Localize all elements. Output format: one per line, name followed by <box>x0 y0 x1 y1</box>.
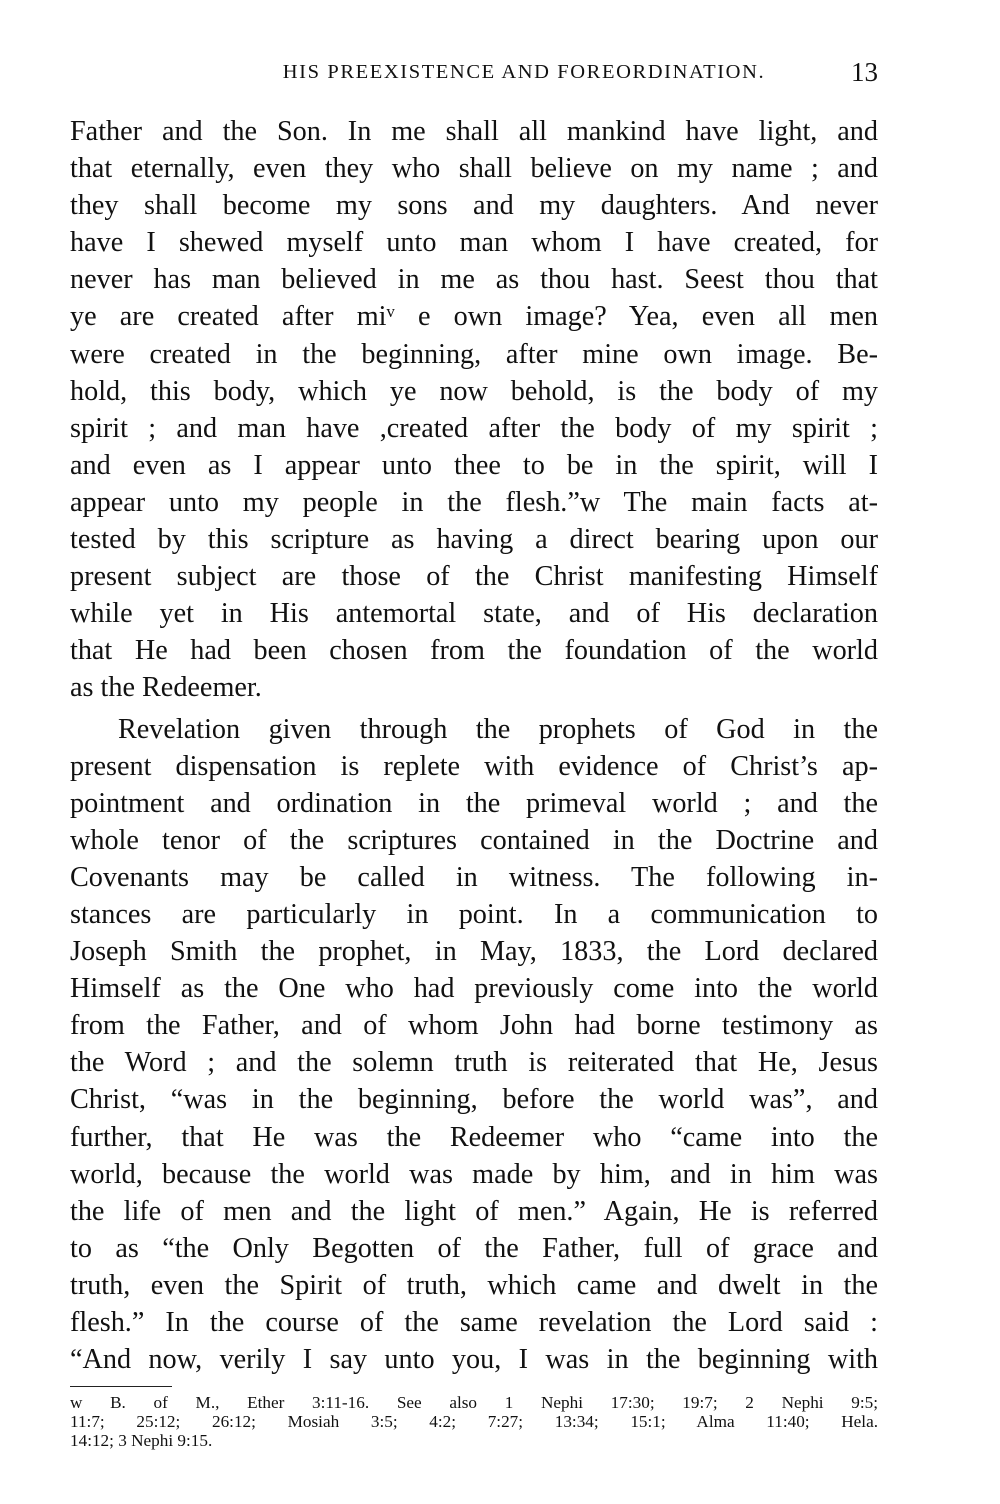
text-line: spirit ; and man have ,created after the body of my spirit ; <box>70 412 878 444</box>
text-line: from the Father, and of whom John had borne testimony as <box>70 1010 878 1042</box>
text-line: further, that He was the Redeemer who “came into the <box>70 1121 878 1153</box>
text-line: the Word ; and the solemn truth is reiterated that He, Jesus <box>70 1047 878 1079</box>
text-line: were created in the beginning, after mine own image. Be- <box>70 338 878 370</box>
text-line: to as “the Only Begotten of the Father, full of grace and <box>70 1232 878 1264</box>
text-line: as the Redeemer. <box>70 672 262 704</box>
text-line: and even as I appear unto thee to be in the spirit, will I <box>70 449 878 481</box>
footnotes <box>70 1393 878 1450</box>
footnote-rule <box>70 1386 172 1387</box>
running-head <box>70 56 878 88</box>
text-line: present subject are those of the Christ manifesting Himself <box>70 561 878 593</box>
text-line: whole tenor of the scriptures contained in the Doctrine and <box>70 824 878 856</box>
running-title: HIS PREEXISTENCE AND FOREORDINATION. <box>282 61 766 83</box>
text-line: Christ, “was in the beginning, before the world was”, and <box>70 1084 878 1116</box>
text-line: stances are particularly in point. In a communication to <box>70 898 878 930</box>
paragraph-1 <box>70 113 878 707</box>
text-line: that eternally, even they who shall believe on my name ; and <box>70 153 878 185</box>
text-line: appear unto my people in the flesh.”w The main facts at- <box>70 486 878 518</box>
paragraph-2 <box>70 711 878 1379</box>
text-line: while yet in His antemortal state, and of His declaration <box>70 598 878 630</box>
text-line: never has man believed in me as thou hast. Seest thou that <box>70 264 878 296</box>
text-line: have I shewed myself unto man whom I have created, for <box>70 227 878 259</box>
text-line: pointment and ordination in the primeval world ; and the <box>70 787 878 819</box>
text-line: Joseph Smith the prophet, in May, 1833, the Lord declared <box>70 936 878 968</box>
footnote-line: w B. of M., Ether 3:11-16. See also 1 Nephi 17:30; 19:7; 2 Nephi 9:5; <box>70 1393 878 1412</box>
text-line: truth, even the Spirit of truth, which came and dwelt in the <box>70 1269 878 1301</box>
text-line: present dispensation is replete with evidence of Christ’s ap- <box>70 750 878 782</box>
footnote-line: 14:12; 3 Nephi 9:15. <box>70 1431 213 1450</box>
text-line: tested by this scripture as having a direct bearing upon our <box>70 524 878 556</box>
text-line: Covenants may be called in witness. The following in- <box>70 861 878 893</box>
text-line: “And now, verily I say unto you, I was in the beginning with <box>70 1344 878 1376</box>
text-line: flesh.” In the course of the same revelation the Lord said : <box>70 1307 878 1338</box>
text-line: Father and the Son. In me shall all mankind have light, and <box>70 116 878 147</box>
page-number: 13 <box>851 57 878 87</box>
body-text <box>70 113 878 1378</box>
text-line: world, because the world was made by him, and in him was <box>70 1158 878 1190</box>
text-line: they shall become my sons and my daughters. And never <box>70 190 878 222</box>
text-line: ye are created after miᵛ e own image? Yea, even all men <box>70 301 878 333</box>
text-line: hold, this body, which ye now behold, is the body of my <box>70 375 878 407</box>
text-line: Revelation given through the prophets of God in the <box>118 713 878 745</box>
text-line: Himself as the One who had previously come into the world <box>70 973 878 1005</box>
text-line: the life of men and the light of men.” Again, He is referred <box>70 1195 878 1227</box>
text-line: that He had been chosen from the foundation of the world <box>70 635 878 667</box>
footnote-line: 11:7; 25:12; 26:12; Mosiah 3:5; 4:2; 7:27; 13:34; 15:1; Alma 11:40; Hela. <box>70 1412 878 1431</box>
